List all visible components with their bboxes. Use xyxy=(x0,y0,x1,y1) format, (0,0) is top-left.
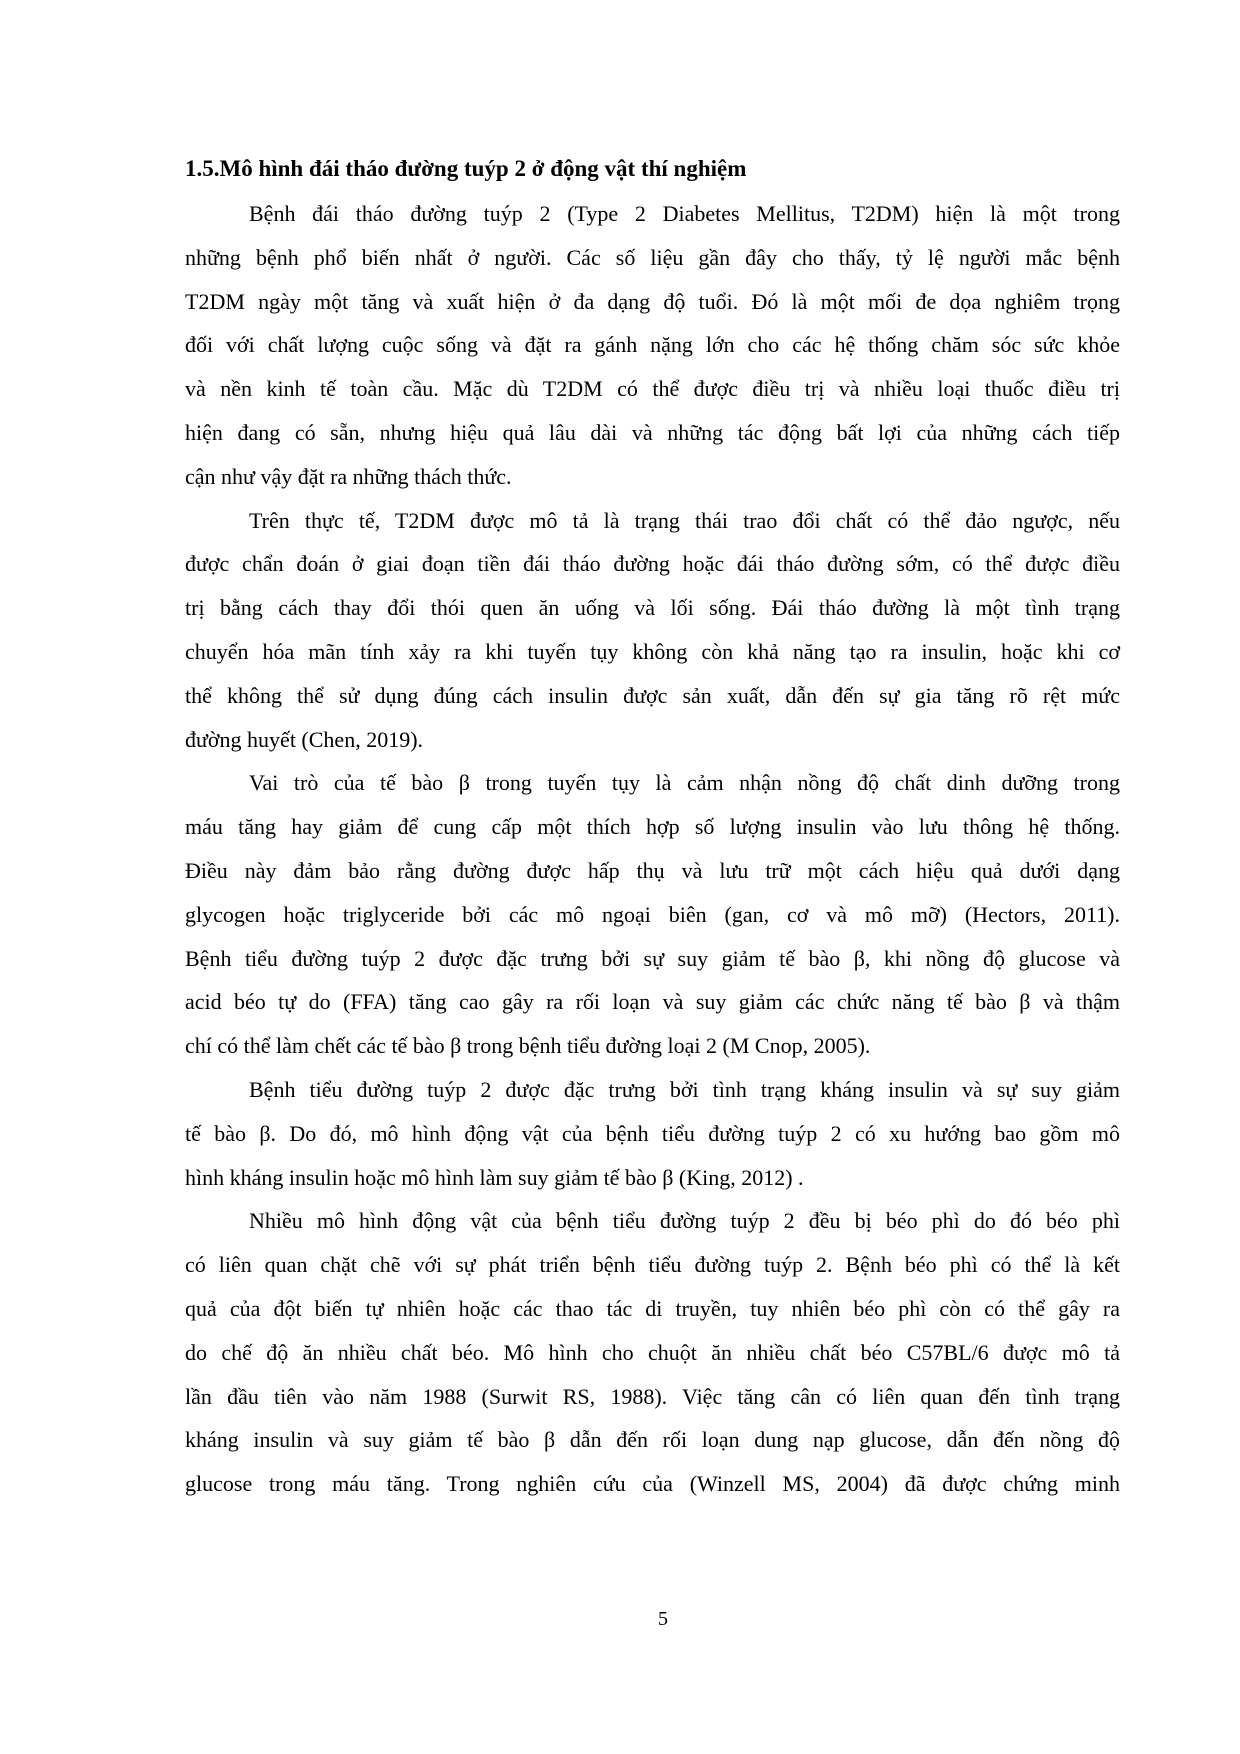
text-line: quả của đột biến tự nhiên hoặc các thao tác di truyền, tuy nhiên béo phì còn có thể gây ra xyxy=(185,1295,1120,1321)
text-line: Bệnh tiểu đường tuýp 2 được đặc trưng bởi tình trạng kháng insulin và sự suy giảm xyxy=(249,1076,1120,1102)
paragraphs-container xyxy=(185,192,1120,1506)
text-line: những bệnh phổ biến nhất ở người. Các số liệu gần đây cho thấy, tỷ lệ người mắc bệnh xyxy=(185,244,1120,270)
text-line: T2DM ngày một tăng và xuất hiện ở đa dạng độ tuổi. Đó là một mối đe dọa nghiêm trọng xyxy=(185,288,1120,314)
text-line: có liên quan chặt chẽ với sự phát triển bệnh tiểu đường tuýp 2. Bệnh béo phì có thể là kết xyxy=(185,1252,1120,1278)
text-line: Vai trò của tế bào β trong tuyến tụy là cảm nhận nồng độ chất dinh dưỡng trong xyxy=(249,770,1120,796)
paragraph xyxy=(185,499,1120,762)
paragraph xyxy=(185,192,1120,499)
text-line: Nhiều mô hình động vật của bệnh tiểu đường tuýp 2 đều bị béo phì do đó béo phì xyxy=(249,1208,1120,1234)
text-line: chuyển hóa mãn tính xảy ra khi tuyến tụy không còn khả năng tạo ra insulin, hoặc khi cơ xyxy=(185,638,1120,664)
text-line: máu tăng hay giảm để cung cấp một thích hợp số lượng insulin vào lưu thông hệ thống. xyxy=(185,814,1120,840)
text-line: cận như vậy đặt ra những thách thức. xyxy=(185,463,512,489)
text-line: chí có thể làm chết các tế bào β trong bệnh tiểu đường loại 2 (M Cnop, 2005). xyxy=(185,1033,871,1059)
page-number: 5 xyxy=(658,1608,668,1630)
text-line: Bệnh tiểu đường tuýp 2 được đặc trưng bởi sự suy giảm tế bào β, khi nồng độ glucose và xyxy=(185,945,1120,971)
text-line: tế bào β. Do đó, mô hình động vật của bệnh tiểu đường tuýp 2 có xu hướng bao gồm mô xyxy=(185,1120,1120,1146)
text-line: acid béo tự do (FFA) tăng cao gây ra rối loạn và suy giảm các chức năng tế bào β và thậm xyxy=(185,989,1120,1015)
section-heading: 1.5.Mô hình đái tháo đường tuýp 2 ở động vật thí nghiệm xyxy=(185,156,747,181)
text-line: do chế độ ăn nhiều chất béo. Mô hình cho chuột ăn nhiều chất béo C57BL/6 được mô tả xyxy=(185,1339,1120,1365)
text-line: được chẩn đoán ở giai đoạn tiền đái tháo đường hoặc đái tháo đường sớm, có thể được điều xyxy=(185,551,1120,577)
text-line: glucose trong máu tăng. Trong nghiên cứu của (Winzell MS, 2004) đã được chứng minh xyxy=(185,1471,1120,1497)
text-line: và nền kinh tế toàn cầu. Mặc dù T2DM có thể được điều trị và nhiều loại thuốc điều trị xyxy=(185,376,1120,402)
text-line: kháng insulin và suy giảm tế bào β dẫn đến rối loạn dung nạp glucose, dẫn đến nồng độ xyxy=(185,1427,1120,1453)
text-line: đối với chất lượng cuộc sống và đặt ra gánh nặng lớn cho các hệ thống chăm sóc sức khỏe xyxy=(185,332,1120,358)
text-line: hình kháng insulin hoặc mô hình làm suy giảm tế bào β (King, 2012) . xyxy=(185,1164,804,1190)
paragraph xyxy=(185,1199,1120,1506)
document-body xyxy=(185,146,1120,1506)
text-line: glycogen hoặc triglyceride bởi các mô ngoại biên (gan, cơ và mô mỡ) (Hectors, 2011). xyxy=(185,901,1120,927)
text-line: lần đầu tiên vào năm 1988 (Surwit RS, 1988). Việc tăng cân có liên quan đến tình trạng xyxy=(185,1383,1120,1409)
paragraph xyxy=(185,1068,1120,1199)
text-line: trị bằng cách thay đổi thói quen ăn uống và lối sống. Đái tháo đường là một tình trạng xyxy=(185,595,1120,621)
text-line: đường huyết (Chen, 2019). xyxy=(185,726,424,752)
text-line: Bệnh đái tháo đường tuýp 2 (Type 2 Diabetes Mellitus, T2DM) hiện là một trong xyxy=(249,201,1120,226)
paragraph xyxy=(185,761,1120,1068)
text-line: thể không thể sử dụng đúng cách insulin được sản xuất, dẫn đến sự gia tăng rõ rệt mức xyxy=(185,682,1120,708)
text-line: Trên thực tế, T2DM được mô tả là trạng thái trao đổi chất có thể đảo ngược, nếu xyxy=(249,507,1120,533)
text-line: Điều này đảm bảo rằng đường được hấp thụ và lưu trữ một cách hiệu quả dưới dạng xyxy=(185,857,1120,883)
text-line: hiện đang có sẵn, nhưng hiệu quả lâu dài và những tác động bất lợi của những cách tiếp xyxy=(185,419,1120,445)
